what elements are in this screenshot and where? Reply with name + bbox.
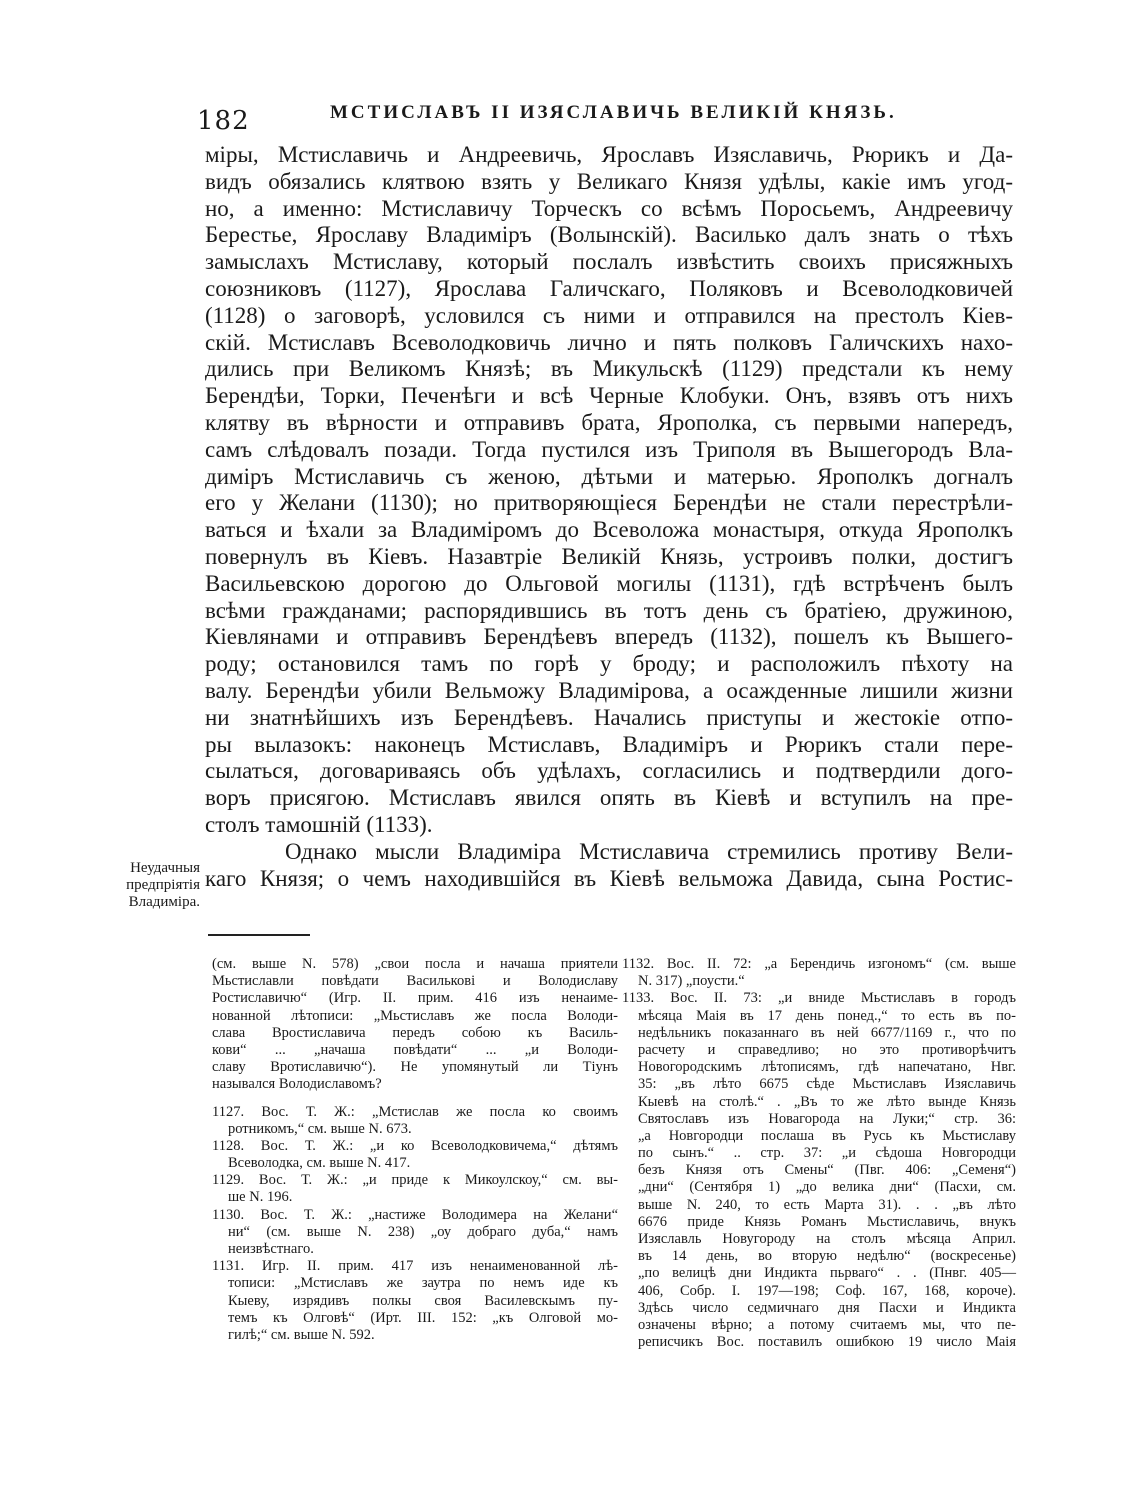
- text-line: Берестье, Ярославу Владиміръ (Волынскій). Василько далъ знать о тѣхъ: [205, 222, 1013, 248]
- footnote-line: недѣльникъ показаннаго въ ней 6677/1169 г., что по: [638, 1024, 1016, 1041]
- footnote-line: означены вѣрно; а потому считаемъ мы, что пе-: [638, 1316, 1016, 1333]
- footnote-line: „дни“ (Сентября 1) „до велика дни“ (Пасхи, см.: [638, 1179, 1016, 1196]
- footnote-line: по сынъ.“ .. стр. 37: „и сѣдоша Новгородци: [638, 1145, 1016, 1162]
- footnote-line: „по велицѣ дни Индикта пьрваго“ . . (Пнвг. 405—: [638, 1265, 1016, 1282]
- footnote-line: гилѣ;“ см. выше N. 592.: [228, 1326, 375, 1343]
- main-text: [205, 142, 1013, 892]
- text-line: диміръ Мстиславичь съ женою, дѣтьми и матерью. Ярополкъ догналъ: [205, 463, 1013, 489]
- margin-note-line: Неудачныя: [130, 860, 200, 876]
- footnote-line: Новогородскимъ лѣтописямъ, гдѣ напечатано, Нвг.: [638, 1059, 1016, 1076]
- footnote-line: 1129. Вос. Т. Ж.: „и приде к Микоулскоу,“ см. вы-: [212, 1172, 618, 1189]
- footnote-line: славу Вротиславичю“). Не упомянутый ли Тіунъ: [212, 1059, 618, 1076]
- footnote-line: Кыеву, изрядивъ полкы своя Василевскымъ пу-: [228, 1292, 618, 1309]
- text-line: Васильевскою дорогою до Ольговой могилы (1131), гдѣ встрѣченъ былъ: [205, 570, 1013, 596]
- footnote-line: Святославъ изъ Новагорода на Луки;“ стр. 36:: [638, 1110, 1016, 1127]
- text-line: ры вылазокъ: наконецъ Мстиславъ, Владиміръ и Рюрикъ стали пере-: [205, 731, 1013, 757]
- text-line: воръ присягою. Мстиславъ явился опять въ Кіевѣ и вступилъ на пре-: [205, 785, 1013, 811]
- text-line: замыслахъ Мстиславу, который послалъ извѣстить своихъ присяжныхъ: [205, 249, 1013, 275]
- text-line: каго Князя; о чемъ находившійся въ Кіевѣ вельможа Давида, сына Ростис-: [205, 865, 1013, 891]
- footnote-line: 35: „въ лѣто 6675 сѣде Мьстиславъ Изяславичь: [638, 1076, 1016, 1093]
- text-line: самъ слѣдовалъ позади. Тогда пустился изъ Триполя въ Вышегородъ Вла-: [205, 436, 1013, 462]
- text-line: Однако мысли Владиміра Мстиславича стремились противу Вели-: [285, 838, 1013, 864]
- footnote-line: 1132. Вос. II. 72: „а Берендичь изгономъ“ (см. выше: [622, 956, 1016, 972]
- text-line: столъ тамошній (1133).: [205, 811, 433, 837]
- footnote-line: „а Новгородци послаша въ Русь къ Мьстиславу: [638, 1127, 1016, 1144]
- text-line: валу. Берендѣи убили Вельможу Владимірова, а осажденные лишили жизни: [205, 677, 1013, 703]
- footnote-line: 406, Собр. I. 197—198; Соф. 167, 168, короче).: [638, 1282, 1016, 1299]
- footnote-rule: [208, 934, 310, 936]
- footnote-line: 1133. Вос. II. 73: „и вниде Мьстиславъ в городъ: [622, 990, 1016, 1007]
- footnote-line: въ 14 день, во вторую недѣлю“ (воскресенье): [638, 1248, 1016, 1265]
- footnote-line: Кыевѣ на столѣ.“ . „Въ то же лѣто вынде Князь: [638, 1093, 1016, 1110]
- text-line: видъ обязались клятвою взять у Великаго Князя удѣлы, какіе имъ угод-: [205, 168, 1013, 194]
- footnotes-right-column: [622, 956, 1016, 1351]
- footnote-line: выше N. 240, то есть Марта 31). . . „въ лѣто: [638, 1196, 1016, 1213]
- footnote-line: Всеволодка, см. выше N. 417.: [228, 1155, 411, 1172]
- footnote-line: реписчикъ Вос. поставилъ ошибкою 19 число Маія: [638, 1334, 1016, 1351]
- text-line: Берендѣи, Торки, Печенѣги и всѣ Черные Клобуки. Онъ, взявъ отъ нихъ: [205, 383, 1013, 409]
- text-line: сылаться, договариваясь объ удѣлахъ, согласились и подтвердили дого-: [205, 758, 1013, 784]
- footnote-line: безъ Князя отъ Смены“ (Пвг. 406: „Семеня“): [638, 1162, 1016, 1179]
- footnote-line: 1130. Вос. Т. Ж.: „настиже Володимера на Желани“: [212, 1206, 618, 1223]
- footnote-line: неизвѣстнаго.: [228, 1241, 314, 1257]
- footnote-line: ни“ (см. выше N. 238) „оу добраго дуба,“ намъ: [228, 1223, 618, 1240]
- footnote-line: темъ къ Олговѣ“ (Ирт. III. 152: „къ Олговой мо-: [228, 1309, 618, 1326]
- page-number: 182: [197, 106, 250, 136]
- text-line: (1128) о заговорѣ, условился съ ними и отправился на престолъ Кіев-: [205, 302, 1013, 328]
- margin-note: [100, 860, 200, 911]
- text-line: скій. Мстиславъ Всеволодковичь лично и пять полковъ Галичскихъ нахо-: [205, 329, 1013, 355]
- footnote-line: 1131. Игр. II. прим. 417 изъ ненаименованной лѣ-: [212, 1258, 618, 1275]
- footnote-line: ше N. 196.: [228, 1189, 293, 1206]
- text-line: ваться и ѣхали за Владиміромъ до Всеволожа монастыря, откуда Ярополкъ: [205, 517, 1013, 543]
- footnote-line: назывался Володиславомъ?: [212, 1076, 382, 1093]
- footnote-line: Здѣсь число седмичнаго дня Пасхи и Индикта: [638, 1299, 1016, 1316]
- footnote-line: N. 317) „поусти.“: [638, 973, 745, 990]
- text-line: союзниковъ (1127), Ярослава Галичскаго, Поляковъ и Всеволодковичей: [205, 275, 1013, 301]
- text-line: міры, Мстиславичь и Андреевичь, Ярославъ Изяславичь, Рюрикъ и Да-: [205, 142, 1013, 167]
- footnote-line: расчету и справедливо; но это противорѣчитъ: [638, 1041, 1016, 1058]
- footnote-line: Ростиславичю“ (Игр. II. прим. 416 изъ ненаиме-: [212, 990, 618, 1007]
- text-line: дились при Великомъ Князѣ; въ Микульскѣ (1129) предстали къ нему: [205, 356, 1013, 382]
- margin-note-line: предпріятія: [126, 877, 200, 893]
- footnote-line: мѣсяца Маія въ 17 день понед.,“ то есть въ по-: [638, 1007, 1016, 1024]
- footnote-line: тописи: „Мстиславъ же заутра по немъ иде къ: [228, 1275, 618, 1292]
- text-line: повернулъ въ Кіевъ. Назавтріе Великій Князь, устроивъ полки, достигъ: [205, 543, 1013, 569]
- footnote-line: Изяславль Новугороду на столъ мѣсяца Април.: [638, 1231, 1016, 1247]
- footnotes-left-column: [212, 956, 618, 1344]
- footnote-line: 1127. Вос. Т. Ж.: „Мстислав же посла ко своимъ: [212, 1103, 618, 1120]
- text-line: его у Желани (1130); но притворяющіеся Берендѣи не стали перестрѣли-: [205, 490, 1013, 516]
- text-line: ни знатнѣйшихъ изъ Берендѣевъ. Начались приступы и жестокіе отпо-: [205, 704, 1013, 730]
- footnote-line: 6676 приде Князь Романъ Мьстиславичь, внукъ: [638, 1213, 1016, 1230]
- footnote-line: ротникомъ,“ см. выше N. 673.: [228, 1120, 412, 1137]
- running-title: МСТИСЛАВЪ II ИЗЯСЛАВИЧЬ ВЕЛИКІЙ КНЯЗЬ.: [330, 102, 897, 123]
- text-line: но, а именно: Мстиславичу Торческъ со всѣмъ Поросьемъ, Андреевичу: [205, 195, 1013, 221]
- text-line: всѣми гражданами; распорядившись въ тотъ день съ братіею, дружиною,: [205, 597, 1013, 623]
- footnote-line: 1128. Вос. Т. Ж.: „и ко Всеволодковичема,“ дѣтямъ: [212, 1137, 618, 1154]
- footnote-line: Мьстиславли повѣдати Васильковi и Володиславу: [212, 973, 618, 990]
- text-line: роду; остановился тамъ по горѣ у броду; и расположилъ пѣхоту на: [205, 651, 1013, 677]
- text-line: Кіевлянами и отправивъ Берендѣевъ впередъ (1132), пошелъ къ Вышего-: [205, 624, 1013, 650]
- footnote-gap: [212, 1094, 618, 1104]
- margin-note-line: Владиміра.: [128, 894, 200, 910]
- footnote-line: кови“ ... „начаша повѣдати“ ... „и Володи-: [212, 1041, 618, 1058]
- footnote-line: нованной лѣтописи: „Мьстиславъ же посла Володи-: [212, 1007, 618, 1024]
- footnote-line: (см. выше N. 578) „свои посла и начаша приятели: [212, 956, 618, 972]
- footnote-line: слава Вростиславича передъ собою къ Василь-: [212, 1024, 618, 1041]
- text-line: клятву въ вѣрности и отправивъ брата, Ярополка, съ первыми напередъ,: [205, 409, 1013, 435]
